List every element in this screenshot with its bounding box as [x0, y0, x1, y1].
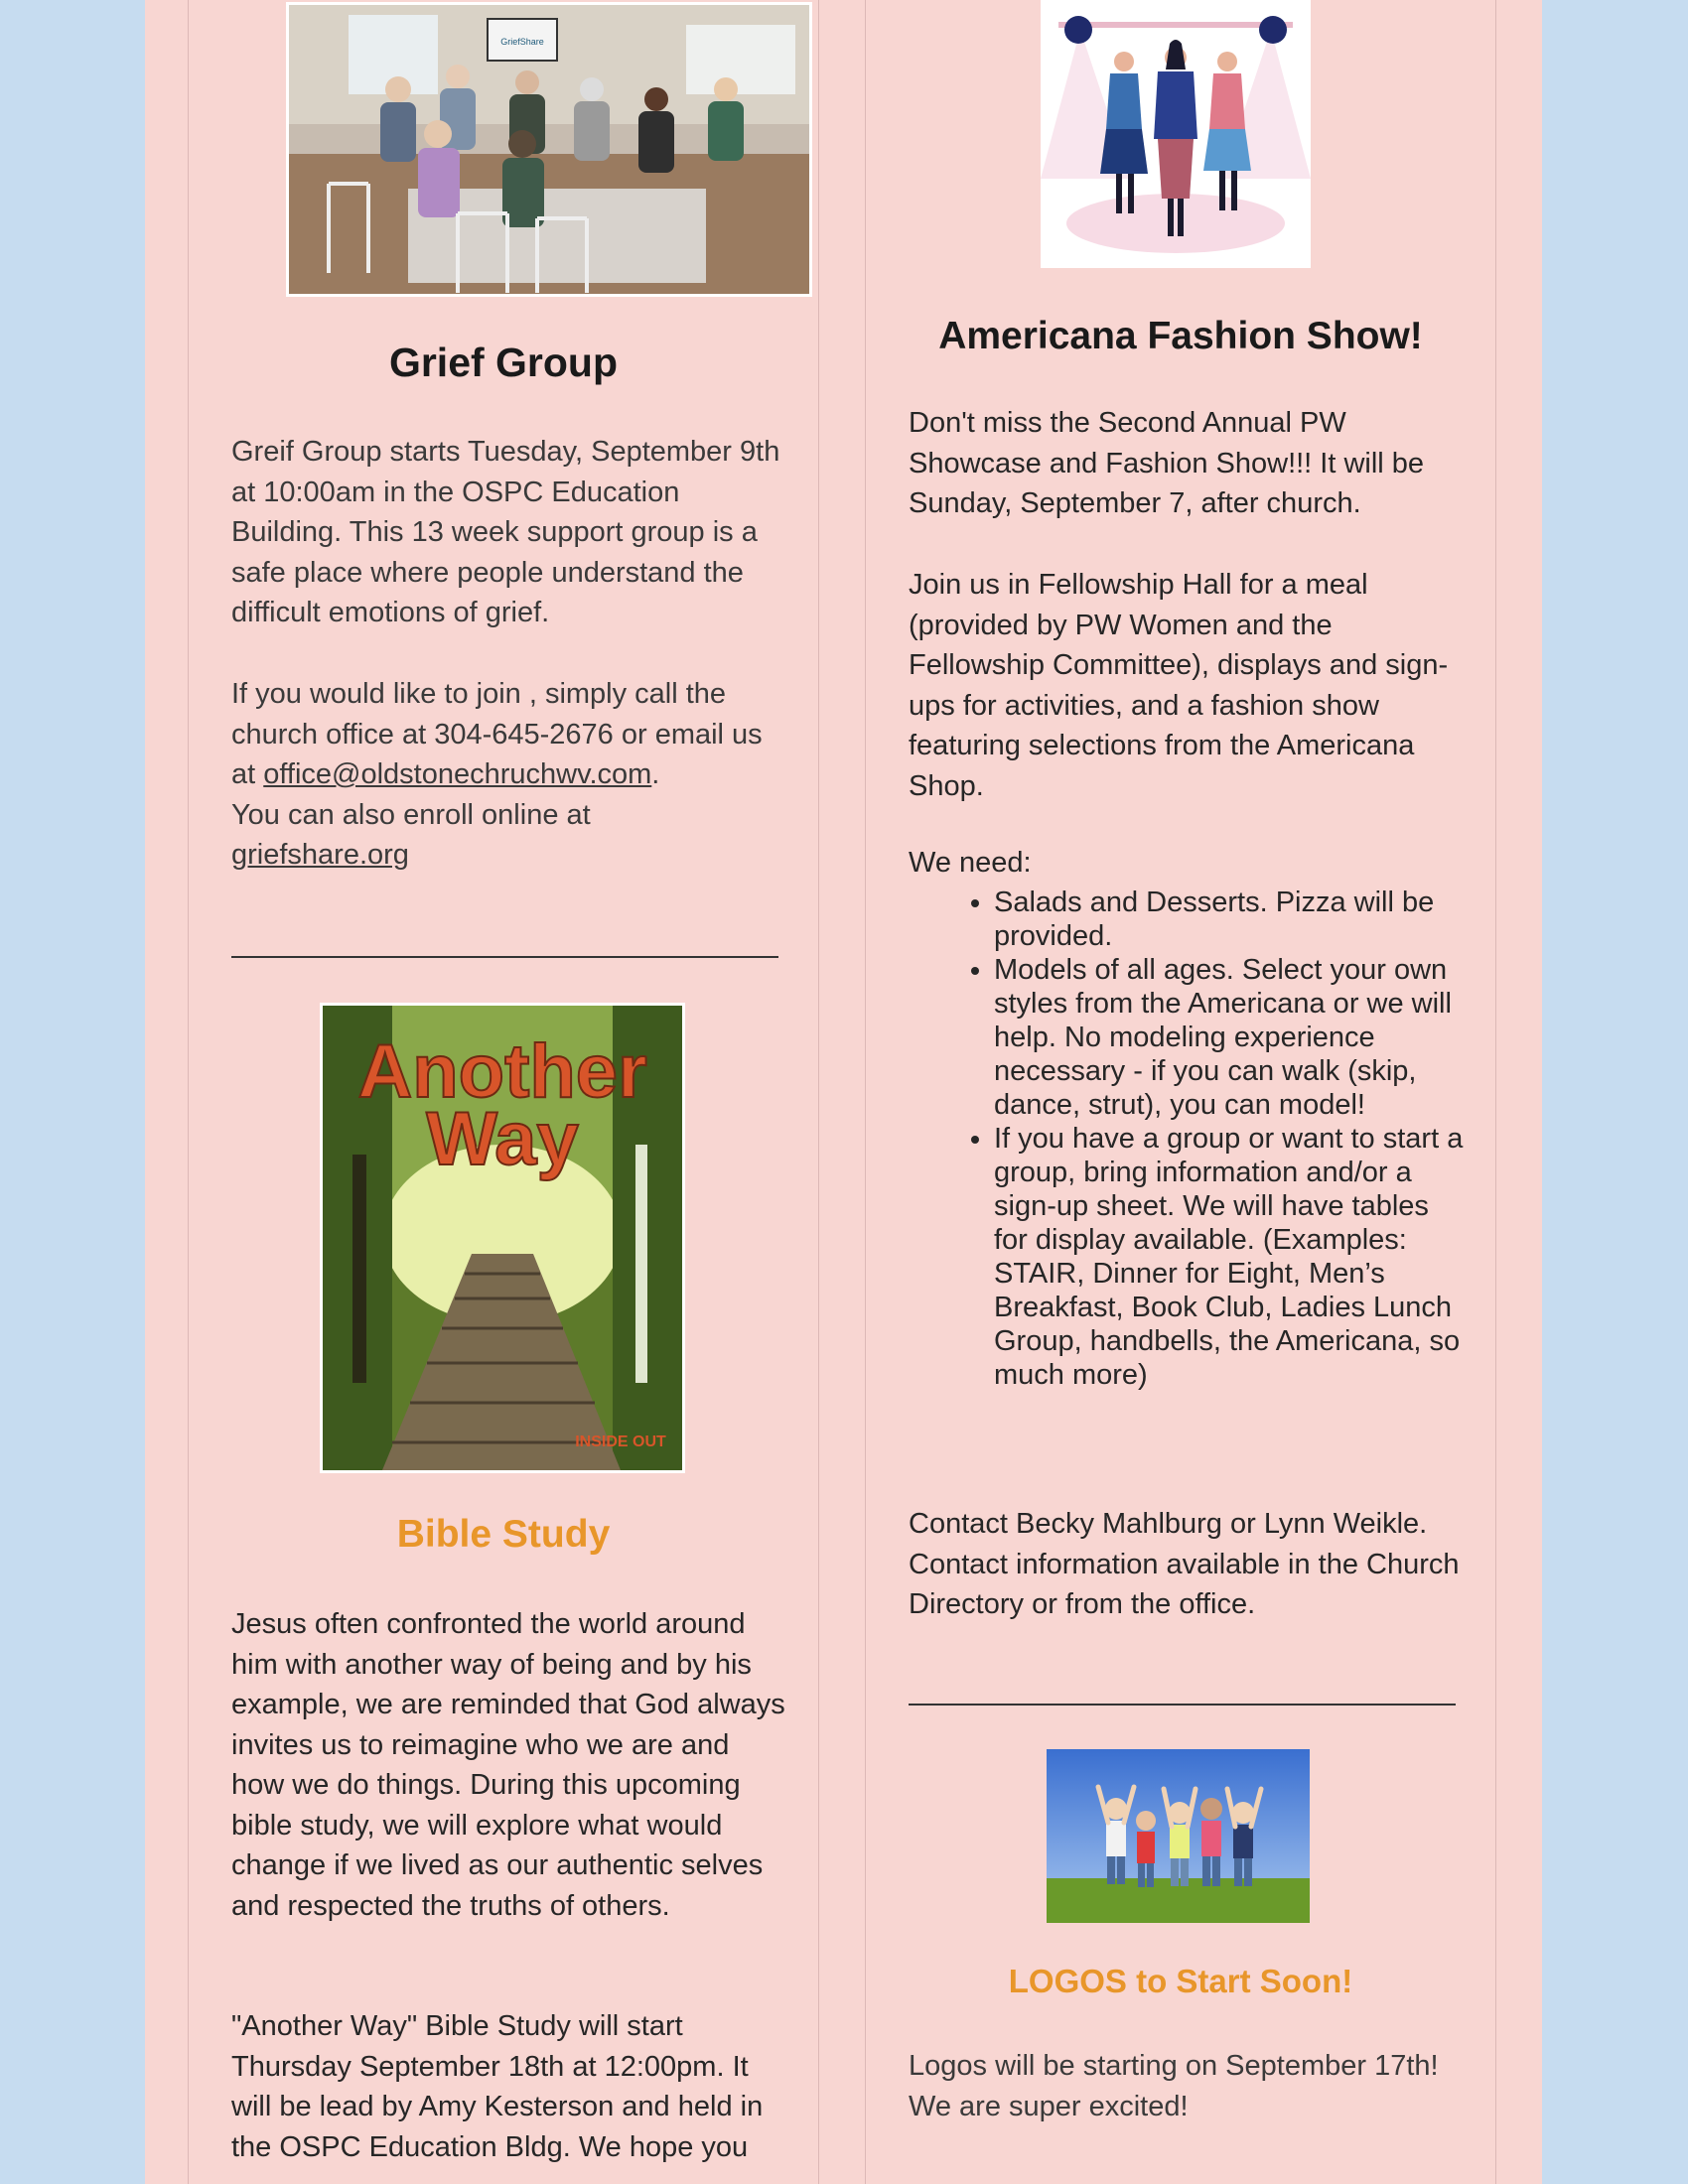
griefshare-link[interactable]: griefshare.org [231, 839, 409, 871]
grief-enroll-text: You can also enroll online at [231, 798, 591, 831]
grief-group-title: Grief Group [388, 340, 619, 385]
grief-join-period: . [651, 758, 660, 790]
grief-group-photo-art [289, 5, 809, 294]
list-item: • Salads and Desserts. Pizza will be provided. [994, 886, 1465, 953]
fashion-show-body-1: Don't miss the Second Annual PW Showcase and Fashion Show!!! It will be Sunday, September 7, after church. [909, 407, 1425, 519]
another-way-book-cover [320, 1003, 685, 1473]
cover-title-line-2: Way [426, 1097, 579, 1181]
fashion-show-title: Americana Fashion Show! [938, 315, 1423, 357]
bible-study-title: Bible Study [396, 1513, 611, 1556]
fashion-show-art [1041, 0, 1311, 268]
needs-list [909, 886, 1465, 1392]
left-column [188, 0, 819, 2184]
children-photo-art [1047, 1749, 1310, 1923]
list-item: • If you have a group or want to start a group, bring information and/or a sign-up sheet. We will have tables for display available. (Examples: STAIR, Dinner for Eight, Men’s Breakfast, Book Club, Ladies Lunch Group, handbells, the Americana, so much more) [994, 1122, 1465, 1392]
grief-group-photo [286, 2, 812, 297]
grief-join-text: If you would like to join , simply call the church office at 304-645-2676 or email us at [231, 678, 763, 790]
right-column [865, 0, 1496, 2184]
list-item: • Models of all ages. Select your own styles from the Americana or we will help. No modeling experience necessary - if you can walk (skip, dance, strut), you can model! [994, 953, 1465, 1122]
grief-group-body-2 [231, 674, 787, 876]
grief-group-body-1: Greif Group starts Tuesday, September 9th at 10:00am in the OSPC Education Building. This 13 week support group is a safe place where people understand the difficult emotions of grief. [231, 436, 780, 628]
bible-study-body-1: Jesus often confronted the world around him with another way of being and by his example, we are reminded that God always invites us to reimagine who we are and how we do things. During this upcoming bible study, we will explore what would change if we lived as our authentic selves and respected the truths of others. [231, 1608, 785, 1922]
fashion-show-illustration [1041, 0, 1311, 268]
logos-children-photo [1047, 1749, 1310, 1923]
logos-body: Logos will be starting on September 17th! We are super excited! [909, 2050, 1439, 2122]
section-divider-left [231, 956, 778, 958]
bible-study-body-2: "Another Way" Bible Study will start Thursday September 18th at 12:00pm. It will be lead by Amy Kesterson and held in the OSPC Education Bldg. We hope you [231, 2010, 764, 2163]
we-need-label: We need: [909, 847, 1032, 879]
fashion-contact-text: Contact Becky Mahlburg or Lynn Weikle. Contact information available in the Church Directory or from the office. [909, 1508, 1460, 1620]
section-divider-right [909, 1704, 1456, 1706]
griefshare-screen-label: GriefShare [500, 37, 544, 47]
newsletter-page [145, 0, 1542, 2184]
cover-brand: INSIDE OUT [575, 1433, 666, 1450]
cover-title-line-1: Another [357, 1029, 647, 1114]
another-way-cover-art [323, 1006, 682, 1470]
logos-title: LOGOS to Start Soon! [1008, 1963, 1353, 1999]
fashion-show-body-2: Join us in Fellowship Hall for a meal (provided by PW Women and the Fellowship Committee), displays and sign-ups for activities, and a fashion show featuring selections from the Americana Shop. [909, 569, 1449, 802]
office-email-link[interactable]: office@oldstonechruchwv.com [263, 758, 652, 790]
